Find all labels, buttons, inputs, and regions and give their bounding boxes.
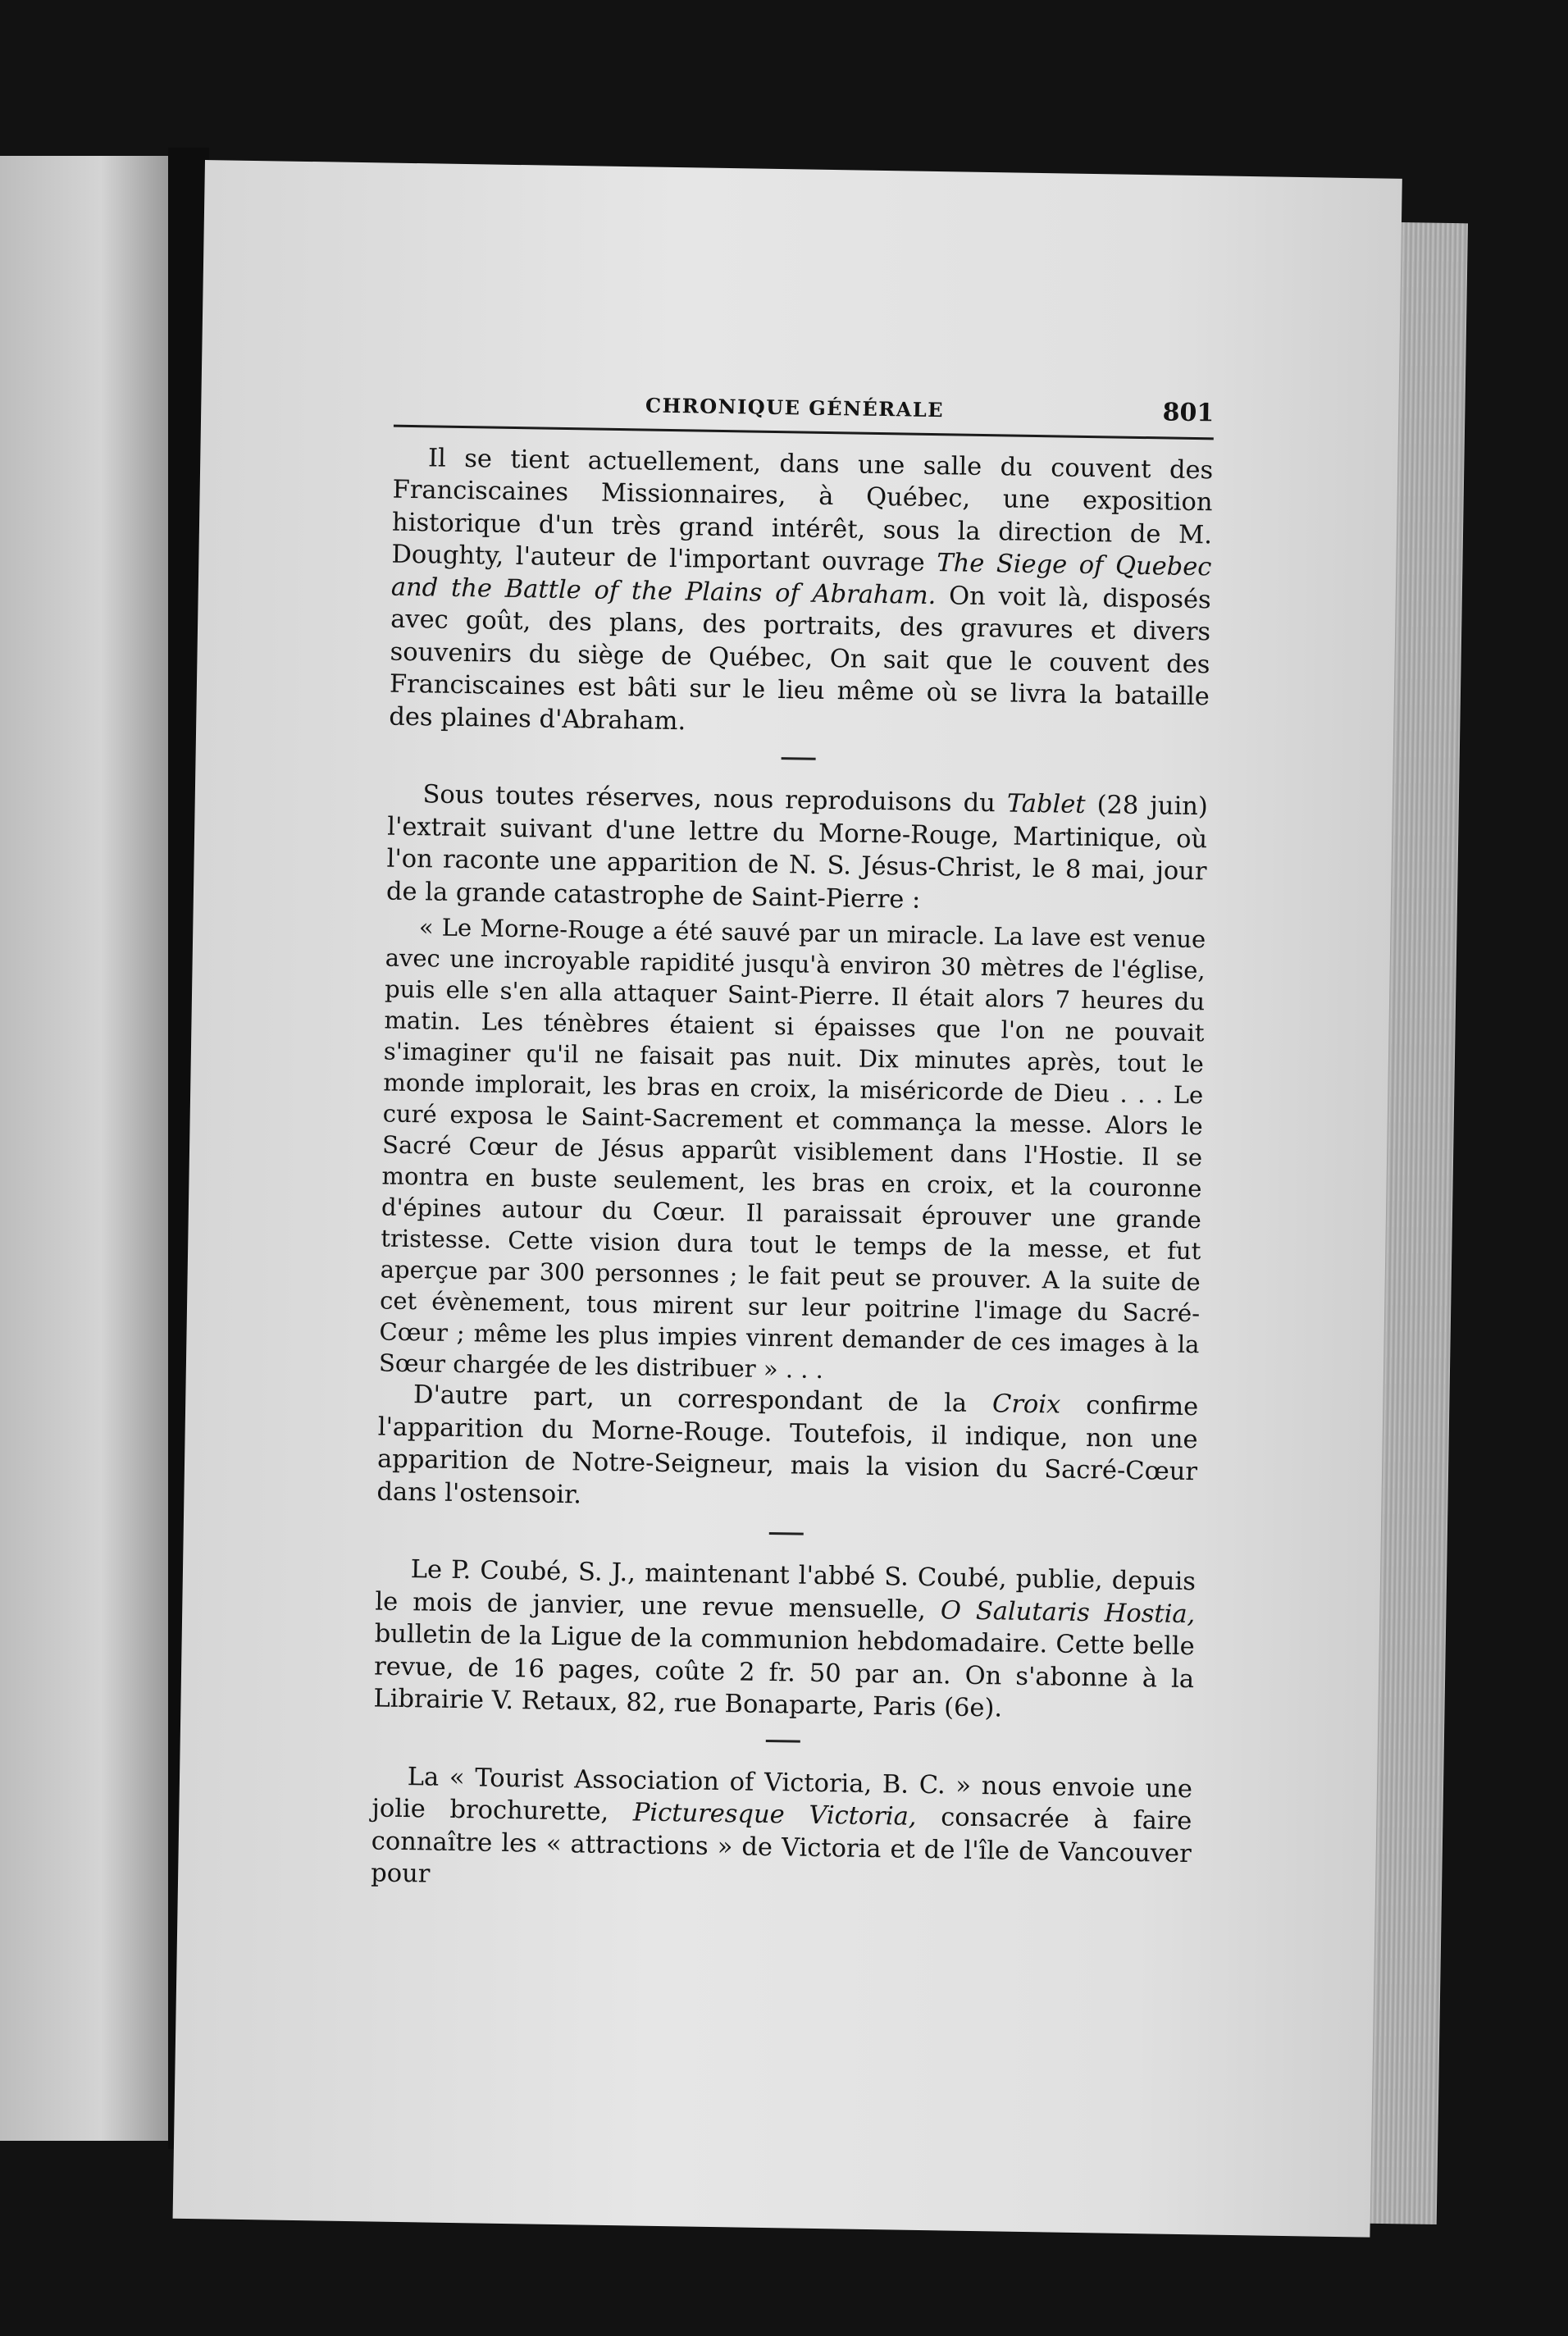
section-divider [782, 757, 816, 760]
brochure-title: Picturesque Victoria, [632, 1798, 917, 1832]
paragraph-apparition: Sous toutes réserves, nous reproduisons du Tablet (28 juin) l'extrait suivant d'une lettre du Morne-Rouge, Martinique, où l'on raconte une apparition de N. S. Jésus-Christ, le 8 mai, jour de la grande catastrophe de Saint-Pierre : [385, 780, 1209, 915]
running-head: CHRONIQUE GÉNÉRALE [645, 393, 945, 422]
quoted-letter: « Le Morne-Rouge a été sauvé par un miracle. La lave est venue avec une incroyable rapidité jusqu'à environ 30 mètres de l'église, puis elle s'en alla attaquer Saint-Pierre. Il était alors 7 heures du matin. Les ténèbres étaient si épaisses que l'on ne pouvait s'imaginer qu'il ne faisait pas nuit. Dix minutes après, tout le monde implorait, les bras en croix, la miséricorde de Dieu . . . Le curé exposa le Saint-Sacrement et commança la messe. Alors le Sacré Cœur de Jésus apparût visiblement dans l'Hostie. Il se montra en buste seulement, les bras en croix, et la couronne d'épines autour du Cœur. Il paraissait éprouver une grande tristesse. Cette vision dura tout le temps de la messe, et fut aperçue par 300 personnes ; le fait peut se prouver. A la suite de cet évènement, tous mirent sur leur poitrine l'image du Sacré-Cœur ; même les plus impies vinrent demander de ces images à la Sœur chargée de les distribuer » . . . [378, 913, 1206, 1385]
section-divider [766, 1739, 800, 1742]
book-title: The Siege of Quebec and the Battle of the Plains of Abraham. [390, 549, 1212, 610]
book-page [173, 160, 1402, 2238]
section-divider [769, 1532, 804, 1535]
page-header [394, 385, 1215, 440]
paragraph-exposition: Il se tient actuellement, dans une salle du couvent des Franciscaines Missionnaires, à Québec, une exposition historique d'un très grand intérêt, sous la direction de M. Doughty, l'auteur de l'important ouvrage The Siege of Quebec and the Battle of the Plains of Abraham. On voit là, disposés avec goût, des plans, des portraits, des gravures et divers souvenirs du siège de Québec, On sait que le couvent des Franciscaines est bâti sur le lieu même où se livra la bataille des plaines d'Abraham. [389, 443, 1214, 736]
periodical-title: Croix [991, 1389, 1061, 1420]
page-number: 801 [1162, 398, 1215, 428]
review-title: O Salutaris Hostia, [940, 1595, 1196, 1629]
periodical-title: Tablet [1006, 789, 1086, 819]
paragraph-victoria: La « Tourist Association of Victoria, B. C. » nous envoie une jolie brochurette, Picturesque Victoria, consacrée à faire connaître les « attractions » de Victoria et de l'île de Vancouver pour [370, 1762, 1193, 1889]
paragraph-revue: Le P. Coubé, S. J., maintenant l'abbé S. Coubé, publie, depuis le mois de janvier, une revue mensuelle, O Salutaris Hostia, bulletin de la Ligue de la communion hebdomadaire. Cette belle revue, de 16 pages, coûte 2 fr. 50 par an. On s'abonne à la Librairie V. Retaux, 82, rue Bonaparte, Paris (6e). [373, 1555, 1197, 1723]
left-page-edge [0, 156, 168, 2141]
page-content [371, 385, 1215, 1903]
paragraph-croix: D'autre part, un correspondant de la Croix confirme l'apparition du Morne-Rouge. Toutefois, il indique, non une apparition de Notre-Seigneur, mais la vision du Sacré-Cœur dans l'ostensoir. [376, 1380, 1199, 1509]
